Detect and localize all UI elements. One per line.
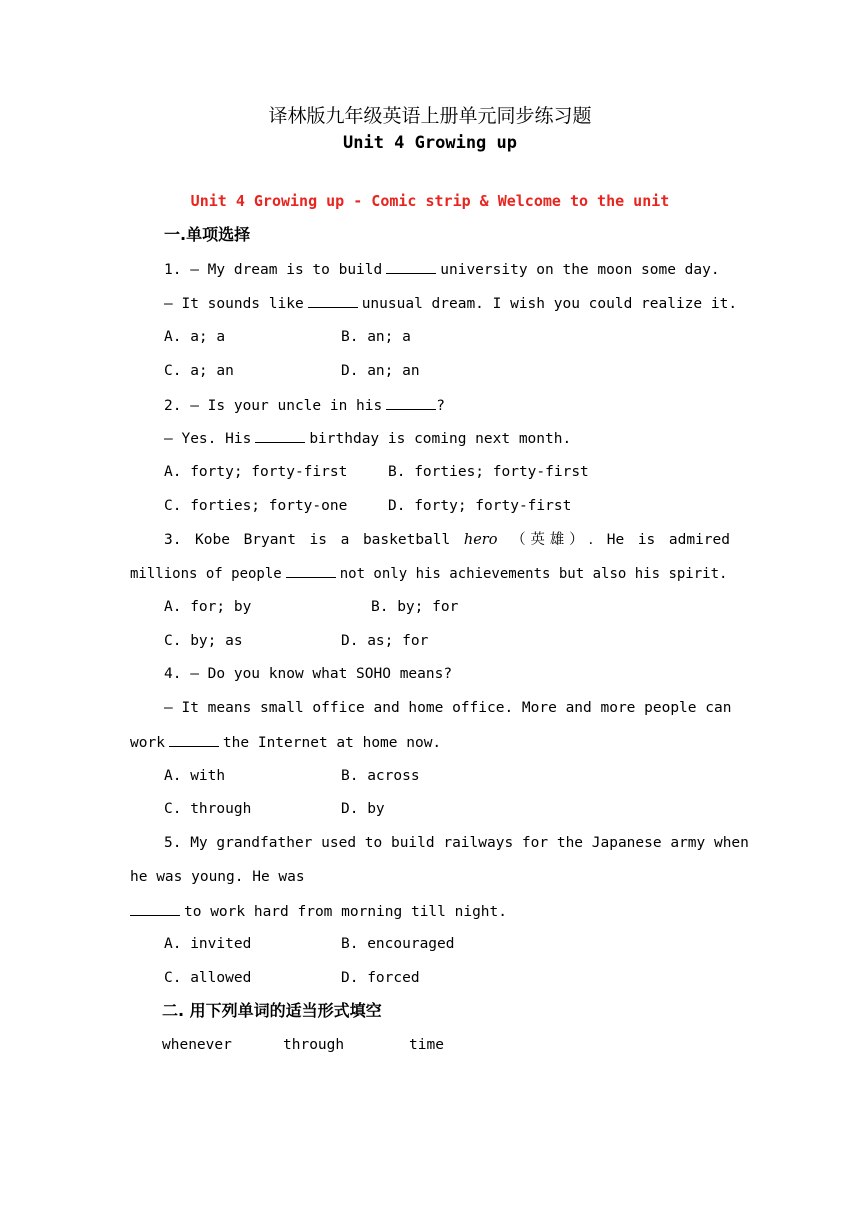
q2-reply-b: birthday is coming next month. bbox=[309, 431, 572, 447]
q3-line2-b: not only his achievements but also his spirit. bbox=[339, 566, 728, 582]
word-bank-item: whenever bbox=[162, 1037, 232, 1053]
answer-blank bbox=[130, 901, 180, 916]
q4-option-c: C. through bbox=[164, 801, 252, 817]
q3-option-b: B. by; for bbox=[371, 599, 459, 615]
q3-italic-word: hero bbox=[463, 532, 498, 548]
question-4-options-row-2 bbox=[164, 799, 730, 819]
q3-line2-a: millions of people bbox=[130, 566, 282, 582]
document-title-english: Unit 4 Growing up bbox=[343, 133, 517, 153]
q1-option-c: C. a; an bbox=[164, 363, 234, 379]
question-4-line-3 bbox=[130, 732, 730, 753]
answer-blank bbox=[308, 293, 358, 308]
q4-option-a: A. with bbox=[164, 768, 226, 784]
q1-reply-a: — It sounds like bbox=[164, 296, 304, 312]
answer-blank bbox=[255, 428, 305, 443]
q2-option-b: B. forties; forty-first bbox=[388, 464, 589, 480]
answer-blank bbox=[386, 395, 436, 410]
q3-option-d: D. as; for bbox=[341, 633, 429, 649]
question-1-options-row-1 bbox=[164, 327, 730, 347]
answer-blank bbox=[286, 563, 336, 578]
q2-option-c: C. forties; forty-one bbox=[164, 498, 348, 514]
q3-text-a: 3. Kobe Bryant is a basketball bbox=[164, 532, 451, 548]
question-5-options-row-1 bbox=[164, 934, 730, 954]
part1-heading: 一.单项选择 bbox=[164, 225, 251, 244]
document-title-chinese: 译林版九年级英语上册单元同步练习题 bbox=[268, 105, 592, 127]
question-5-line-1: 5. My grandfather used to build railways for the Japanese army when bbox=[164, 835, 749, 851]
question-2-options-row-1 bbox=[164, 462, 730, 482]
part2-heading: 二. 用下列单词的适当形式填空 bbox=[162, 1001, 382, 1020]
q4-line3-b: the Internet at home now. bbox=[222, 735, 442, 751]
question-1-line-1 bbox=[164, 259, 730, 280]
question-2-options-row-2 bbox=[164, 496, 730, 516]
q5-line3-text: to work hard from morning till night. bbox=[184, 904, 508, 920]
question-3-line-1 bbox=[164, 530, 730, 550]
question-4-line-2: — It means small office and home office. More and more people can bbox=[164, 700, 732, 716]
q1-option-d: D. an; an bbox=[341, 363, 420, 379]
question-2-line-2 bbox=[164, 428, 730, 449]
q2-text-a: 2. — Is your uncle in his bbox=[164, 398, 383, 414]
question-5-options-row-2 bbox=[164, 968, 730, 988]
word-bank bbox=[162, 1035, 730, 1055]
question-4-options-row-1 bbox=[164, 766, 730, 786]
q1-text-b: university on the moon some day. bbox=[440, 262, 720, 278]
q3-text-b: He is admired bbox=[606, 532, 730, 548]
q4-option-b: B. across bbox=[341, 768, 420, 784]
q1-option-a: A. a; a bbox=[164, 329, 226, 345]
q2-option-d: D. forty; forty-first bbox=[388, 498, 572, 514]
q2-option-a: A. forty; forty-first bbox=[164, 464, 348, 480]
q5-option-d: D. forced bbox=[341, 970, 420, 986]
question-3-options-row-1 bbox=[164, 597, 730, 617]
q2-reply-a: — Yes. His bbox=[164, 431, 252, 447]
q5-option-b: B. encouraged bbox=[341, 936, 455, 952]
question-5-line-2: he was young. He was bbox=[130, 869, 305, 885]
question-3-line-2 bbox=[130, 563, 730, 584]
q5-option-a: A. invited bbox=[164, 936, 252, 952]
q2-text-b: ? bbox=[436, 398, 445, 414]
question-2-line-1 bbox=[164, 395, 730, 416]
q3-option-a: A. for; by bbox=[164, 599, 252, 615]
question-3-options-row-2 bbox=[164, 631, 730, 651]
answer-blank bbox=[169, 732, 219, 747]
question-4-line-1: 4. — Do you know what SOHO means? bbox=[164, 666, 453, 682]
word-bank-item: time bbox=[409, 1037, 444, 1053]
question-1-options-row-2 bbox=[164, 361, 730, 381]
q4-line3-a: work bbox=[130, 735, 165, 751]
q3-option-c: C. by; as bbox=[164, 633, 243, 649]
q1-option-b: B. an; a bbox=[341, 329, 411, 345]
question-1-line-2 bbox=[164, 293, 738, 314]
q3-chinese-gloss: （英雄）. bbox=[511, 532, 594, 548]
q1-reply-b: unusual dream. I wish you could realize it. bbox=[361, 296, 738, 312]
q5-option-c: C. allowed bbox=[164, 970, 252, 986]
q4-option-d: D. by bbox=[341, 801, 385, 817]
question-5-line-3 bbox=[130, 901, 730, 922]
answer-blank bbox=[386, 259, 436, 274]
section-title: Unit 4 Growing up - Comic strip & Welcome to the unit bbox=[190, 192, 670, 210]
q1-text-a: 1. — My dream is to build bbox=[164, 262, 383, 278]
word-bank-item: through bbox=[283, 1037, 345, 1053]
